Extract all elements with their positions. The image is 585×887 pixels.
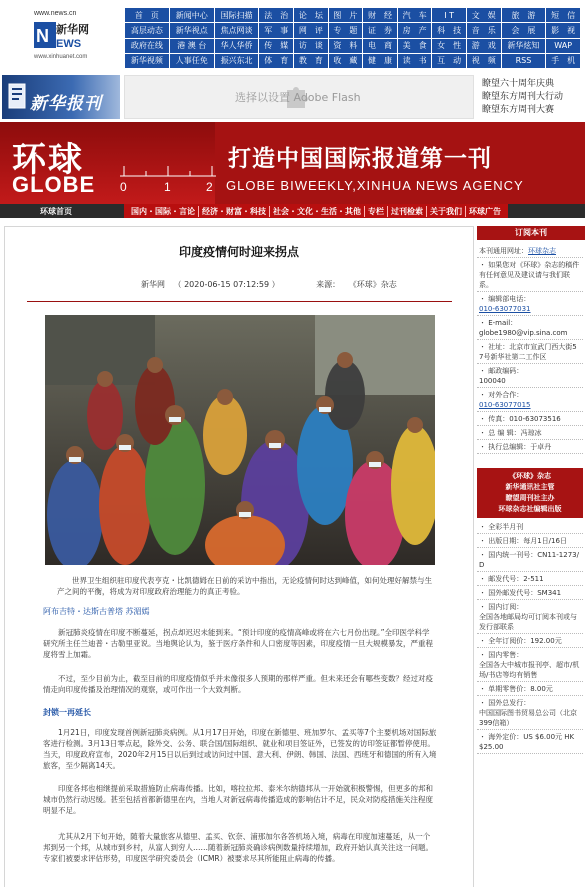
subnav-item-economy[interactable]: 经济・财富・科技 [199, 206, 270, 217]
nav-link[interactable]: 体 育 [259, 53, 294, 68]
publisher-line: 瞭望周刊社主办 [505, 494, 555, 502]
xinhua-baokan-label: 新华报刊 [30, 94, 102, 114]
nav-link[interactable]: 游 戏 [466, 38, 501, 53]
nav-link[interactable]: 新华炫知 [501, 38, 546, 53]
logo-url: www.news.cn [34, 10, 77, 17]
nav-link[interactable]: 读 书 [397, 53, 432, 68]
globe-cn-title: 环球 [12, 140, 84, 180]
nav-link[interactable]: 互 动 [432, 53, 467, 68]
article-photo [45, 315, 435, 565]
article-origin: 《环球》杂志 [348, 280, 397, 289]
nav-link[interactable]: 旅 游 [501, 8, 546, 23]
subscription-item: ・ 国内订阅： 全国各地邮局均可订阅本刊或与发行部联系 [477, 600, 583, 634]
nav-link[interactable]: WAP [546, 38, 581, 53]
contact-item [477, 258, 583, 292]
publisher-line: 环球杂志社编辑出版 [498, 505, 562, 513]
subscribe-heading: 订阅本刊 [477, 226, 585, 240]
contact-item [477, 412, 583, 426]
globe-en-title: GLOBE [12, 172, 96, 197]
nav-link[interactable]: 焦点网谈 [214, 23, 259, 38]
nav-link[interactable]: 美 食 [397, 38, 432, 53]
nav-link[interactable]: 政府在线 [125, 38, 170, 53]
flash-placeholder[interactable] [124, 75, 474, 119]
subnav-item-archive[interactable]: 过刊检索 [388, 206, 427, 217]
nav-link[interactable]: 音 乐 [466, 23, 501, 38]
contact-item [477, 244, 583, 258]
subscription-item: ・ 全年订阅价：192.00元 [477, 634, 583, 648]
contact-value: globe1980@vip.sina.com [479, 329, 568, 337]
subscription-info [477, 520, 583, 754]
contact-link[interactable]: 010-63077015 [479, 401, 531, 409]
nav-link[interactable]: I T [432, 8, 467, 23]
nav-link[interactable]: 财 经 [363, 8, 398, 23]
nav-link[interactable]: 法 治 [259, 8, 294, 23]
nav-link[interactable]: 手 机 [546, 53, 581, 68]
xinhua-logo[interactable] [34, 10, 114, 66]
nav-link[interactable]: 教 育 [294, 53, 329, 68]
contact-link[interactable]: 环球杂志 [528, 247, 556, 255]
section-heading: 封锁一再延长 [43, 708, 91, 717]
nav-link[interactable]: 网 评 [294, 23, 329, 38]
nav-link[interactable]: RSS [501, 53, 546, 68]
subscription-item: ・ 国外总发行： 中国国际图书贸易总公司（北京399信箱） [477, 696, 583, 730]
nav-link[interactable]: 新闻中心 [169, 8, 214, 23]
nav-link[interactable]: 视 频 [466, 53, 501, 68]
nav-link[interactable]: 短 信 [546, 8, 581, 23]
article-title: 印度疫情何时迎来拐点 [178, 245, 299, 259]
magazine-icon [8, 83, 28, 111]
nav-link[interactable]: 振兴东北 [214, 53, 259, 68]
contact-item [477, 426, 583, 440]
nav-link[interactable]: 访 谈 [294, 38, 329, 53]
xinhua-baokan-banner[interactable] [2, 75, 120, 119]
contact-item [477, 388, 583, 412]
globe-banner [0, 122, 585, 204]
contact-label: ・ 对外合作： [479, 391, 524, 399]
nav-link[interactable]: 华人华侨 [214, 38, 259, 53]
ad-row [0, 72, 585, 122]
nav-link[interactable]: 高层动态 [125, 23, 170, 38]
xinhua-logo-icon [34, 20, 104, 50]
contact-label: ・ 总 编 辑：冯琼冰 [479, 429, 542, 437]
globe-logo-area [0, 122, 215, 204]
contact-label: ・ 执行总编辑：于卓丹 [479, 443, 552, 451]
contact-item [477, 364, 583, 388]
nav-link[interactable]: 科 技 [432, 23, 467, 38]
nav-link[interactable]: 资 料 [328, 38, 363, 53]
contact-value: 100040 [479, 377, 506, 385]
subnav-bar [124, 204, 508, 218]
nav-link[interactable]: 论 坛 [294, 8, 329, 23]
nav-link[interactable]: 影 视 [546, 23, 581, 38]
contact-label: ・ E-mail： [479, 319, 518, 327]
contact-label: ・ 编辑部电话： [479, 295, 531, 303]
contact-info [477, 244, 583, 454]
subnav-item-column[interactable]: 专栏 [365, 206, 388, 217]
svg-text:N: N [36, 26, 49, 46]
contact-item [477, 440, 583, 454]
subnav-item-about[interactable]: 关于我们 [427, 206, 466, 217]
subscribe-sidebar [477, 226, 585, 887]
nav-link[interactable]: 港 澳 台 [169, 38, 214, 53]
subscription-item: ・ 国内统一刊号：CN11-1273/D [477, 548, 583, 572]
subscription-item: ・ 邮发代号：2-511 [477, 572, 583, 586]
nav-link[interactable]: 电 商 [363, 38, 398, 53]
nav-link[interactable]: 房 产 [397, 23, 432, 38]
contact-link[interactable]: 010-63077031 [479, 305, 531, 313]
contact-label: ・ 传真：010-63073516 [479, 415, 561, 423]
subscription-item: ・ 国内零售： 全国各大中城市报刊亭、超市/机场/书店等均有销售 [477, 648, 583, 682]
article-paragraph: 不过，至少目前为止，截至目前的印度疫情似乎并未像很多人预期的那样严重。但未来还会有哪些变数？经过对疫情走向印度传播及治理情况的观察，或可作出一个大致判断。 [43, 674, 433, 694]
publisher-line: 《环球》杂志 [509, 472, 551, 480]
ad-links [482, 78, 582, 117]
svg-text:EWS: EWS [56, 38, 82, 50]
article-paragraph: 印度各邦也相继提前采取措施防止病毒传播。比如，喀拉拉邦、泰米尔纳德邦从一开始就积极警惕，但更多的邦和城市仍然行动迟缓。甚至包括首都新德里在内，当地人对新冠病毒传播造成的影响估计不足，民众对防疫措施关注程度明显不足。 [43, 784, 433, 815]
nav-link[interactable]: 文 娱 [466, 8, 501, 23]
nav-row [125, 23, 581, 38]
ruler-graphic [118, 136, 218, 198]
article-datetime: （ 2020-06-15 07:12:59 ） [173, 280, 280, 289]
contact-item [477, 340, 583, 364]
top-header [0, 0, 585, 72]
subnav-item-domestic[interactable]: 国内・国际・言论 [128, 206, 199, 217]
photo-caption: 世界卫生组织驻印度代表亨克・比凯德姆在日前的采访中指出，无论疫情何时达到峰值，如何处理好解禁与生产之间的平衡，将成为对印度政府治理能力的真正考验。 [57, 576, 432, 596]
nav-link[interactable]: 新华视频 [125, 53, 170, 68]
article-paragraph: 1月21日，印度发现首例新冠肺炎病例。从1月17日开始，印度在新德里、班加罗尔、孟买等7个主要机场对国际旅客进行检测。3月13日零点起，除外交、公务、联合国/国际组织、就业和项目签证外，已签发的访印签证都暂停使用。当天，印度政府宣布，2020年2月15日以后到过或访问过中国、意大利、伊朗、韩国、法国、西班牙和德国的所有入境旅客，至少隔离14天。 [43, 728, 437, 770]
title-divider [27, 301, 452, 302]
nav-row [125, 53, 581, 68]
article-source: 新华网 [141, 280, 165, 289]
nav-link[interactable]: 图 片 [328, 8, 363, 23]
nav-link[interactable]: 新华视点 [169, 23, 214, 38]
ad-link[interactable]: 瞭望六十周年庆典 [482, 79, 555, 89]
nav-link[interactable]: 人事任免 [169, 53, 214, 68]
ruler-label: 2 [206, 180, 213, 194]
ad-link[interactable]: 瞭望东方周刊大赛 [482, 105, 555, 115]
nav-link[interactable]: 军 事 [259, 23, 294, 38]
nav-link[interactable]: 女 性 [432, 38, 467, 53]
ruler-label: 1 [164, 180, 171, 194]
nav-row [125, 8, 581, 23]
contact-label: ・ 如果您对《环球》杂志的稿件有任何意见及建议请与我们联系。 [479, 261, 580, 289]
flash-text: 选择以设置 Adobe Flash [235, 91, 361, 104]
ad-link[interactable]: 瞭望东方周刊大行动 [482, 92, 564, 102]
nav-link[interactable]: 会 展 [501, 23, 546, 38]
subscription-item: ・ 出版日期：每月1日/16日 [477, 534, 583, 548]
contact-item [477, 292, 583, 316]
contact-label: 本刊通用网址： [479, 247, 528, 255]
author-credit[interactable]: 阿布吉特・达斯古普塔 苏湄嫣 [43, 607, 150, 616]
article-origin-label: 来源： [316, 280, 341, 289]
nav-link[interactable]: 收 藏 [328, 53, 363, 68]
contact-label: ・ 邮政编码： [479, 367, 524, 375]
article-meta [141, 279, 403, 290]
article-paragraph: 尤其从2月下旬开始，随着大量旅客从德里、孟买、钦奈、浦那加尔各答机场入境，病毒在印度加速蔓延，从一个邦到另一个邦，从城市到乡村，从富人到穷人……随着新冠肺炎确诊病例数量持续增加，政府开始认真关注这一问题。专家们被要求评估形势，印度医学研究委员会（ICMR）被要求尽其所能阻止病毒的传播。 [43, 832, 433, 863]
subscription-item: ・ 国外邮发代号：SM341 [477, 586, 583, 600]
subscription-item: ・ 单期零售价：8.00元 [477, 682, 583, 696]
subscription-item: ・ 全彩半月刊 [477, 520, 583, 534]
sub-nav [0, 204, 585, 218]
subnav-item-society[interactable]: 社会・文化・生活・其他 [270, 206, 365, 217]
svg-text:新华网: 新华网 [56, 23, 89, 36]
nav-link[interactable]: 证 券 [363, 23, 398, 38]
nav-link[interactable]: 专 题 [328, 23, 363, 38]
publisher-box [477, 468, 583, 518]
contact-label: ・ 社址：北京市宣武门西大街57号新华社第二工作区 [479, 343, 577, 361]
nav-link[interactable]: 健 康 [363, 53, 398, 68]
globe-home-link[interactable]: 环球首页 [40, 207, 72, 216]
article-paragraph: 新冠肺炎疫情在印度不断蔓延，拐点却迟迟未能到来。“预计印度的疫情高峰或将在六七月份出现。”全印医学科学研究所主任兰迪普・古勒里亚说。当地舆论认为，鉴于医疗条件和人口密度等因素，印度疫情一旦大规模暴发，严重程度将雪上加霜。 [43, 628, 433, 659]
ruler-label: 0 [120, 180, 127, 194]
nav-row [125, 38, 581, 53]
subscription-item: ・ 海外定价：US $6.00元 HK $25.00 [477, 730, 583, 754]
nav-link[interactable]: 汽 车 [397, 8, 432, 23]
contact-item [477, 316, 583, 340]
nav-link[interactable]: 首 页 [125, 8, 170, 23]
subnav-item-ads[interactable]: 环球广告 [469, 206, 501, 216]
globe-agency: GLOBE BIWEEKLY,XINHUA NEWS AGENCY [226, 178, 524, 193]
article-panel [4, 226, 474, 887]
main-nav [124, 7, 581, 69]
globe-slogan: 打造中国国际报道第一刊 [228, 146, 492, 172]
nav-link[interactable]: 传 媒 [259, 38, 294, 53]
logo-subtitle: www.xinhuanet.com [34, 54, 88, 60]
nav-link[interactable]: 国际扫描 [214, 8, 259, 23]
publisher-line: 新华通讯社主管 [505, 483, 555, 491]
